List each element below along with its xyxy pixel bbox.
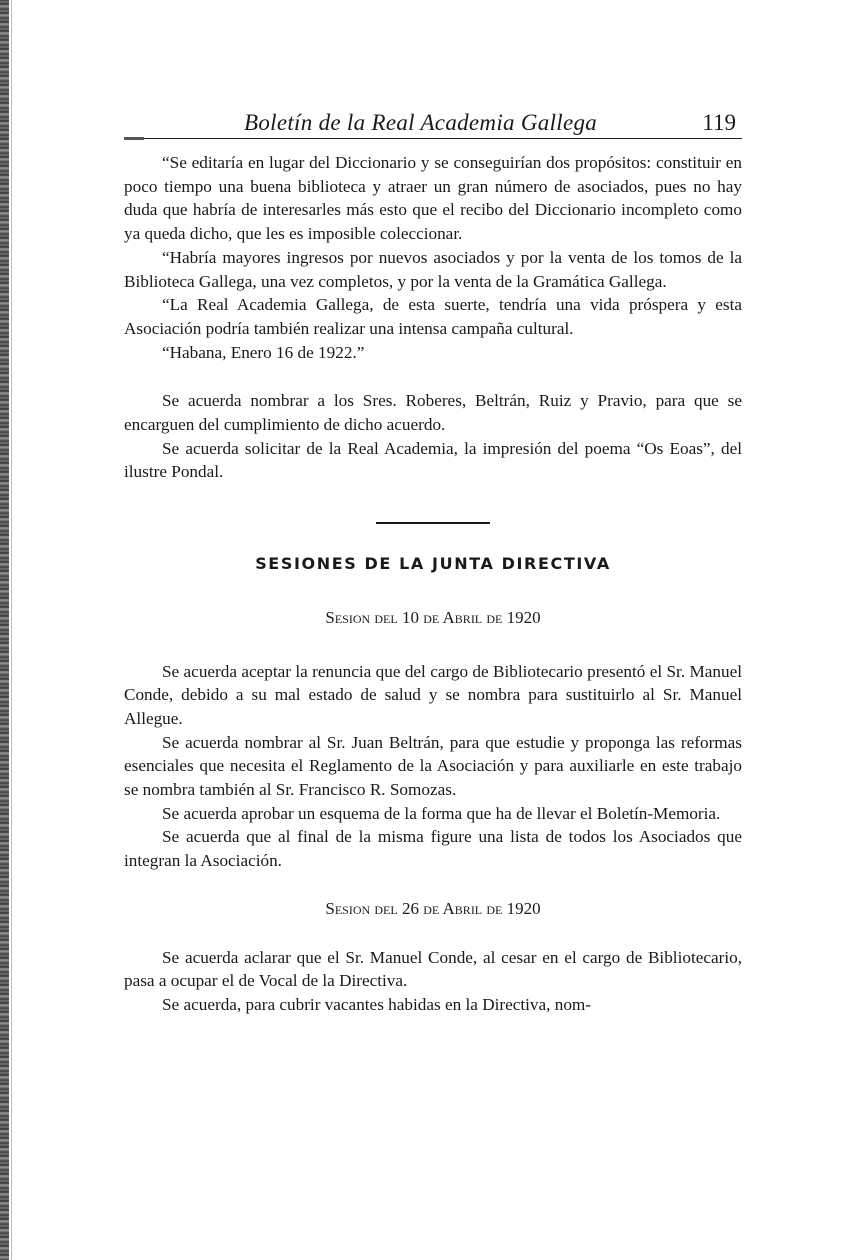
quote-signature: “Habana, Enero 16 de 1922.” xyxy=(162,342,365,362)
agreement-paragraph: Se acuerda solicitar de la Real Academia, la impresión del poema “Os Eoas”, del ilustre Pondal. xyxy=(124,438,742,482)
running-title: Boletín de la Real Academia Gallega xyxy=(244,110,598,135)
session-paragraph: Se acuerda, para cubrir vacantes habidas en la Directiva, nom- xyxy=(162,994,592,1014)
quote-paragraph: “Se editaría en lugar del Diccionario y se conseguirían dos propósitos: constituir en poco tiempo una buena biblioteca y atraer un gran número de asociados, pues no hay duda que habría de interesarles más esto que el recibo del Diccionario incompleto como ya queda dicho, que les es imposible coleccionar. xyxy=(124,153,742,244)
quote-paragraph: “La Real Academia Gallega, de esta suerte, tendría una vida próspera y esta Asociación podría también realizar una intensa campaña cultural. xyxy=(124,295,742,338)
session-heading: Sesion del 10 de Abril de 1920 xyxy=(325,607,541,627)
scan-edge-line xyxy=(11,0,12,1260)
session-heading: Sesion del 26 de Abril de 1920 xyxy=(325,898,541,918)
running-header xyxy=(124,104,742,139)
header-mark xyxy=(124,137,144,140)
session-paragraph: Se acuerda aceptar la renuncia que del cargo de Bibliotecario presentó el Sr. Manuel Conde, debido a su mal estado de salud y se nombra para sustituirlo al Sr. Manuel Allegue. xyxy=(124,661,742,728)
body-text xyxy=(124,151,742,1017)
section-divider xyxy=(376,522,490,524)
session-paragraph: Se acuerda aclarar que el Sr. Manuel Conde, al cesar en el cargo de Bibliotecario, pasa a ocupar el de Vocal de la Directiva. xyxy=(124,947,742,991)
agreement-paragraph: Se acuerda nombrar a los Sres. Roberes, Beltrán, Ruiz y Pravio, para que se encarguen del cumplimiento de dicho acuerdo. xyxy=(124,391,742,435)
session-paragraph: Se acuerda que al final de la misma figure una lista de todos los Asociados que integran la Asociación. xyxy=(124,827,742,871)
section-title: SESIONES DE LA JUNTA DIRECTIVA xyxy=(255,554,611,574)
document-page xyxy=(124,104,742,1017)
quote-paragraph: “Habría mayores ingresos por nuevos asociados y por la venta de los tomos de la Biblioteca Gallega, una vez completos, y por la venta de la Gramática Gallega. xyxy=(124,247,742,291)
scan-edge xyxy=(0,0,9,1260)
page-number: 119 xyxy=(702,110,736,135)
session-paragraph: Se acuerda aprobar un esquema de la forma que ha de llevar el Boletín-Memoria. xyxy=(162,803,721,823)
session-paragraph: Se acuerda nombrar al Sr. Juan Beltrán, para que estudie y proponga las reformas esenciales que necesita el Reglamento de la Asociación y para auxiliarle en este trabajo se nombra también al Sr. Francisco R. Somozas. xyxy=(124,732,742,800)
